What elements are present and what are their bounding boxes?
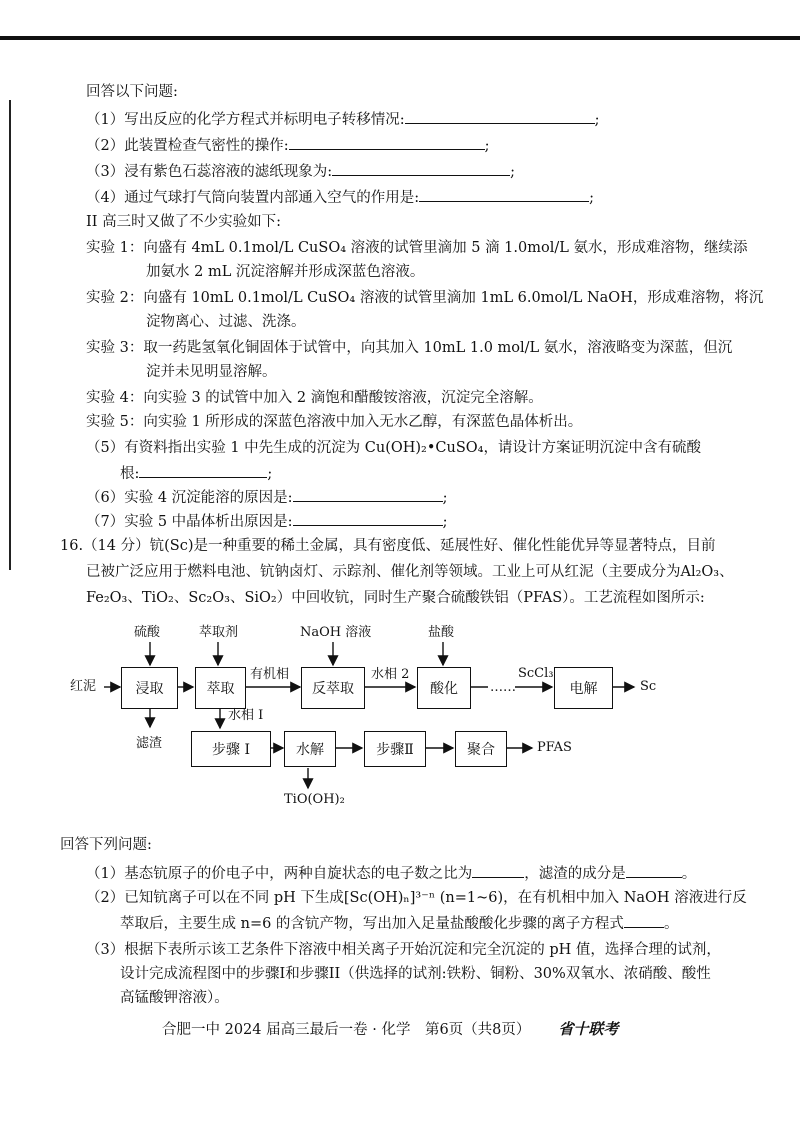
experiment-1-line2: 加氨水 2 mL 沉淀溶解并形成深蓝色溶液。 — [146, 264, 425, 280]
reagent-yansuan: 盐酸 — [428, 625, 455, 640]
experiment-1-line1: 实验 1：向盛有 4mL 0.1mol/L CuSO₄ 溶液的试管里滴加 5 滴 1.0mol/L 氨水，形成难溶物，继续添 — [86, 240, 748, 256]
output-lvzha: 滤渣 — [136, 736, 163, 751]
page-footer — [162, 1018, 618, 1039]
q15-sub1-text: （1）写出反应的化学方程式并标明电子转移情况: — [86, 112, 405, 128]
q16-sub2-line2 — [120, 912, 678, 934]
top-rule — [0, 36, 800, 40]
experiment-3-line1: 实验 3：取一药匙氢氧化铜固体于试管中，向其加入 10mL 1.0 mol/L 氨水，溶液略变为深蓝，但沉 — [86, 340, 733, 356]
q15-sub3-text: （3）浸有紫色石蕊溶液的滤纸现象为: — [86, 164, 333, 180]
q15-sub4-end: ; — [589, 190, 594, 206]
label-dots: …… — [490, 680, 516, 695]
label-shuixiang2: 水相 2 — [371, 667, 410, 682]
q15-sub6-end: ; — [442, 490, 448, 506]
q16-sub3-line2: 设计完成流程图中的步骤I和步骤II（供选择的试剂:铁粉、铜粉、30%双氧水、浓硝酸、酸性 — [120, 966, 711, 982]
q16-stem-line1: 16.（14 分）钪(Sc)是一种重要的稀土金属，具有密度低、延展性好、催化性能优异等显著特点，目前 — [60, 538, 716, 554]
q16-sub2-text: 萃取后，主要生成 n=6 的含钪产物，写出加入足量盐酸酸化步骤的离子方程式 — [120, 916, 624, 932]
q15-sub5-end: ; — [267, 466, 273, 482]
q15-sub6 — [86, 486, 447, 508]
output-pfas: PFAS — [537, 740, 572, 755]
reagent-cuiquji: 萃取剂 — [199, 625, 239, 640]
q15-sub1 — [86, 108, 600, 130]
step-buzhou2: 步骤Ⅱ — [364, 731, 426, 767]
experiment-3-line2: 淀并未见明显溶解。 — [146, 364, 277, 380]
q15-sub3 — [86, 160, 515, 182]
label-sccl3: ScCl₃ — [518, 666, 554, 681]
q15-sub7-end: ; — [442, 514, 448, 530]
q15-intro: 回答以下问题: — [86, 84, 178, 100]
q15-sub5-text: 根: — [120, 466, 140, 482]
q15-sub5-line1: （5）有资料指出实验 1 中先生成的沉淀为 Cu(OH)₂•CuSO₄，请设计方案证明沉淀中含有硫酸 — [86, 440, 701, 456]
answer-blank[interactable] — [293, 486, 443, 502]
label-shuixiang1: 水相 I — [228, 708, 264, 723]
answer-blank[interactable] — [405, 108, 595, 124]
experiment-4: 实验 4：向实验 3 的试管中加入 2 滴饱和醋酸铵溶液，沉淀完全溶解。 — [86, 390, 543, 406]
q15-sub2-end: ; — [484, 138, 490, 154]
experiment-5: 实验 5：向实验 1 所形成的深蓝色溶液中加入无水乙醇，有深蓝色晶体析出。 — [86, 414, 583, 430]
q15-part2: II 高三时又做了不少实验如下: — [86, 214, 281, 230]
q15-sub4-text: （4）通过气球打气筒向装置内部通入空气的作用是: — [86, 190, 420, 206]
label-youjixiang: 有机相 — [250, 667, 290, 682]
experiment-2-line2: 淀物离心、过滤、洗涤。 — [146, 314, 306, 330]
answer-blank[interactable] — [332, 160, 510, 176]
answer-blank[interactable] — [419, 186, 589, 202]
q16-sub1-end: 。 — [681, 866, 697, 882]
step-dianjie: 电解 — [554, 667, 613, 709]
step-cuiqu: 萃取 — [195, 667, 246, 709]
q16-stem-line3: Fe₂O₃、TiO₂、Sc₂O₃、SiO₂）中回收钪，同时生产聚合硫酸铁铝（PFAS）。工艺流程如图所示: — [86, 590, 705, 606]
q16-sub3-line3: 高锰酸钾溶液）。 — [120, 990, 229, 1006]
q15-sub7 — [86, 510, 447, 532]
reagent-naoh: NaOH 溶液 — [300, 625, 372, 640]
input-hongni: 红泥 — [70, 679, 97, 694]
q16-sub2-line1: （2）已知钪离子可以在不同 pH 下生成[Sc(OH)ₙ]³⁻ⁿ (n=1~6)，在有机相中加入 NaOH 溶液进行反 — [86, 890, 747, 906]
q16-sub1-text: （1）基态钪原子的价电子中，两种自旋状态的电子数之比为 — [86, 866, 473, 882]
answer-blank[interactable] — [289, 134, 485, 150]
footer-stamp: 省十联考 — [558, 1020, 619, 1038]
output-tioh2: TiO(OH)₂ — [284, 792, 345, 807]
q15-sub4 — [86, 186, 594, 208]
q16-ans-intro: 回答下列问题: — [60, 837, 152, 853]
reagent-liusuan: 硫酸 — [134, 625, 161, 640]
q15-sub3-end: ; — [510, 164, 515, 180]
answer-blank[interactable] — [626, 862, 682, 878]
step-suanhua: 酸化 — [417, 667, 471, 709]
q15-sub7-text: （7）实验 5 中晶体析出原因是: — [86, 514, 293, 530]
footer-text: 合肥一中 2024 届高三最后一卷 · 化学 第6页（共8页） — [162, 1022, 531, 1038]
q15-sub6-text: （6）实验 4 沉淀能溶的原因是: — [86, 490, 293, 506]
answer-blank[interactable] — [472, 862, 524, 878]
q15-sub1-end: ; — [594, 112, 600, 128]
q16-stem-line2: 已被广泛应用于燃料电池、钪钠卤灯、示踪剂、催化剂等领域。工业上可从红泥（主要成分为Al₂O₃、 — [86, 564, 734, 580]
step-buzhou1: 步骤 I — [191, 731, 271, 767]
q15-sub2-text: （2）此装置检查气密性的操作: — [86, 138, 289, 154]
answer-blank[interactable] — [293, 510, 443, 526]
step-shuijie: 水解 — [284, 731, 336, 767]
q15-sub5-line2 — [120, 462, 272, 484]
answer-blank[interactable] — [139, 462, 267, 478]
q15-sub2 — [86, 134, 490, 156]
step-jinqu: 浸取 — [121, 667, 178, 709]
output-sc: Sc — [640, 679, 657, 694]
q16-sub1 — [86, 862, 696, 884]
q16-sub3-line1: （3）根据下表所示该工艺条件下溶液中相关离子开始沉淀和完全沉淀的 pH 值，选择合理的试剂， — [86, 942, 721, 958]
margin-rule — [9, 100, 11, 570]
q16-sub2-end: 。 — [663, 916, 679, 932]
step-fancuiqu: 反萃取 — [301, 667, 365, 709]
q16-sub1-mid: ，滤渣的成分是 — [524, 866, 626, 882]
experiment-2-line1: 实验 2：向盛有 10mL 0.1mol/L CuSO₄ 溶液的试管里滴加 1mL 6.0mol/L NaOH，形成难溶物，将沉 — [86, 290, 764, 306]
answer-blank[interactable] — [624, 912, 664, 928]
step-juhe: 聚合 — [455, 731, 507, 767]
